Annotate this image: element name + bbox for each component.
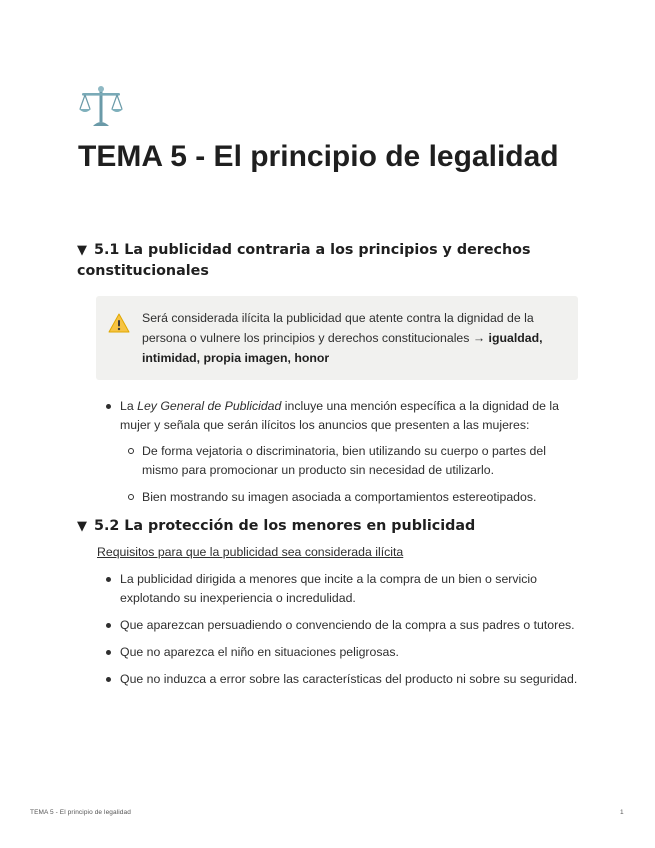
section-heading-text: 5.1 La publicidad contraria a los principios y derechos constitucionales — [77, 242, 531, 279]
warning-icon — [108, 313, 130, 333]
list-item: Que no induzca a error sobre las características del producto ni sobre su seguridad. — [120, 670, 578, 689]
callout-text — [142, 308, 566, 368]
toggle-triangle-icon[interactable]: ▼ — [77, 519, 87, 534]
page-number: 1 — [620, 809, 624, 816]
section2-list — [120, 570, 578, 697]
law-name: Ley General de Publicidad — [137, 399, 282, 413]
callout-body: Será considerada ilícita la publicidad que atente contra la dignidad de la persona o vulnere los principios y derechos constitucionales → — [142, 311, 534, 345]
list-item: Que aparezcan persuadiendo o convenciendo de la compra a sus padres o tutores. — [120, 616, 578, 635]
list-item-prefix: La — [120, 399, 138, 413]
section1-sublist — [142, 442, 578, 515]
list-item: Que no aparezca el niño en situaciones peligrosas. — [120, 643, 578, 662]
list-item: De forma vejatoria o discriminatoria, bien utilizando su cuerpo o partes del mismo para promocionar un producto sin necesidad de utilizarlo. — [142, 442, 578, 480]
callout-bold-terms: igualdad, intimidad, propia imagen, honor — [142, 331, 543, 365]
requirements-subheading: Requisitos para que la publicidad sea considerada ilícita — [97, 545, 404, 559]
toggle-heading-5-1[interactable] — [77, 240, 577, 282]
page-title: TEMA 5 - El principio de legalidad — [78, 140, 559, 173]
list-item: Bien mostrando su imagen asociada a comportamientos estereotipados. — [142, 488, 578, 507]
callout-box — [96, 296, 578, 380]
list-item-suffix: incluye una mención específica a la dignidad de la mujer y señala que serán ilícitos los anuncios que presenten a las mujeres: — [120, 399, 559, 432]
footer-title: TEMA 5 - El principio de legalidad — [30, 809, 131, 816]
toggle-heading-5-2[interactable] — [77, 516, 577, 537]
list-item: La publicidad dirigida a menores que incite a la compra de un bien o servicio explotando su inexperiencia o incredulidad. — [120, 570, 578, 608]
section-heading-text: 5.2 La protección de los menores en publicidad — [94, 518, 476, 534]
toggle-triangle-icon[interactable]: ▼ — [77, 243, 87, 258]
balance-scale-icon — [78, 84, 124, 128]
list-item — [120, 397, 580, 435]
section1-list — [120, 397, 580, 435]
